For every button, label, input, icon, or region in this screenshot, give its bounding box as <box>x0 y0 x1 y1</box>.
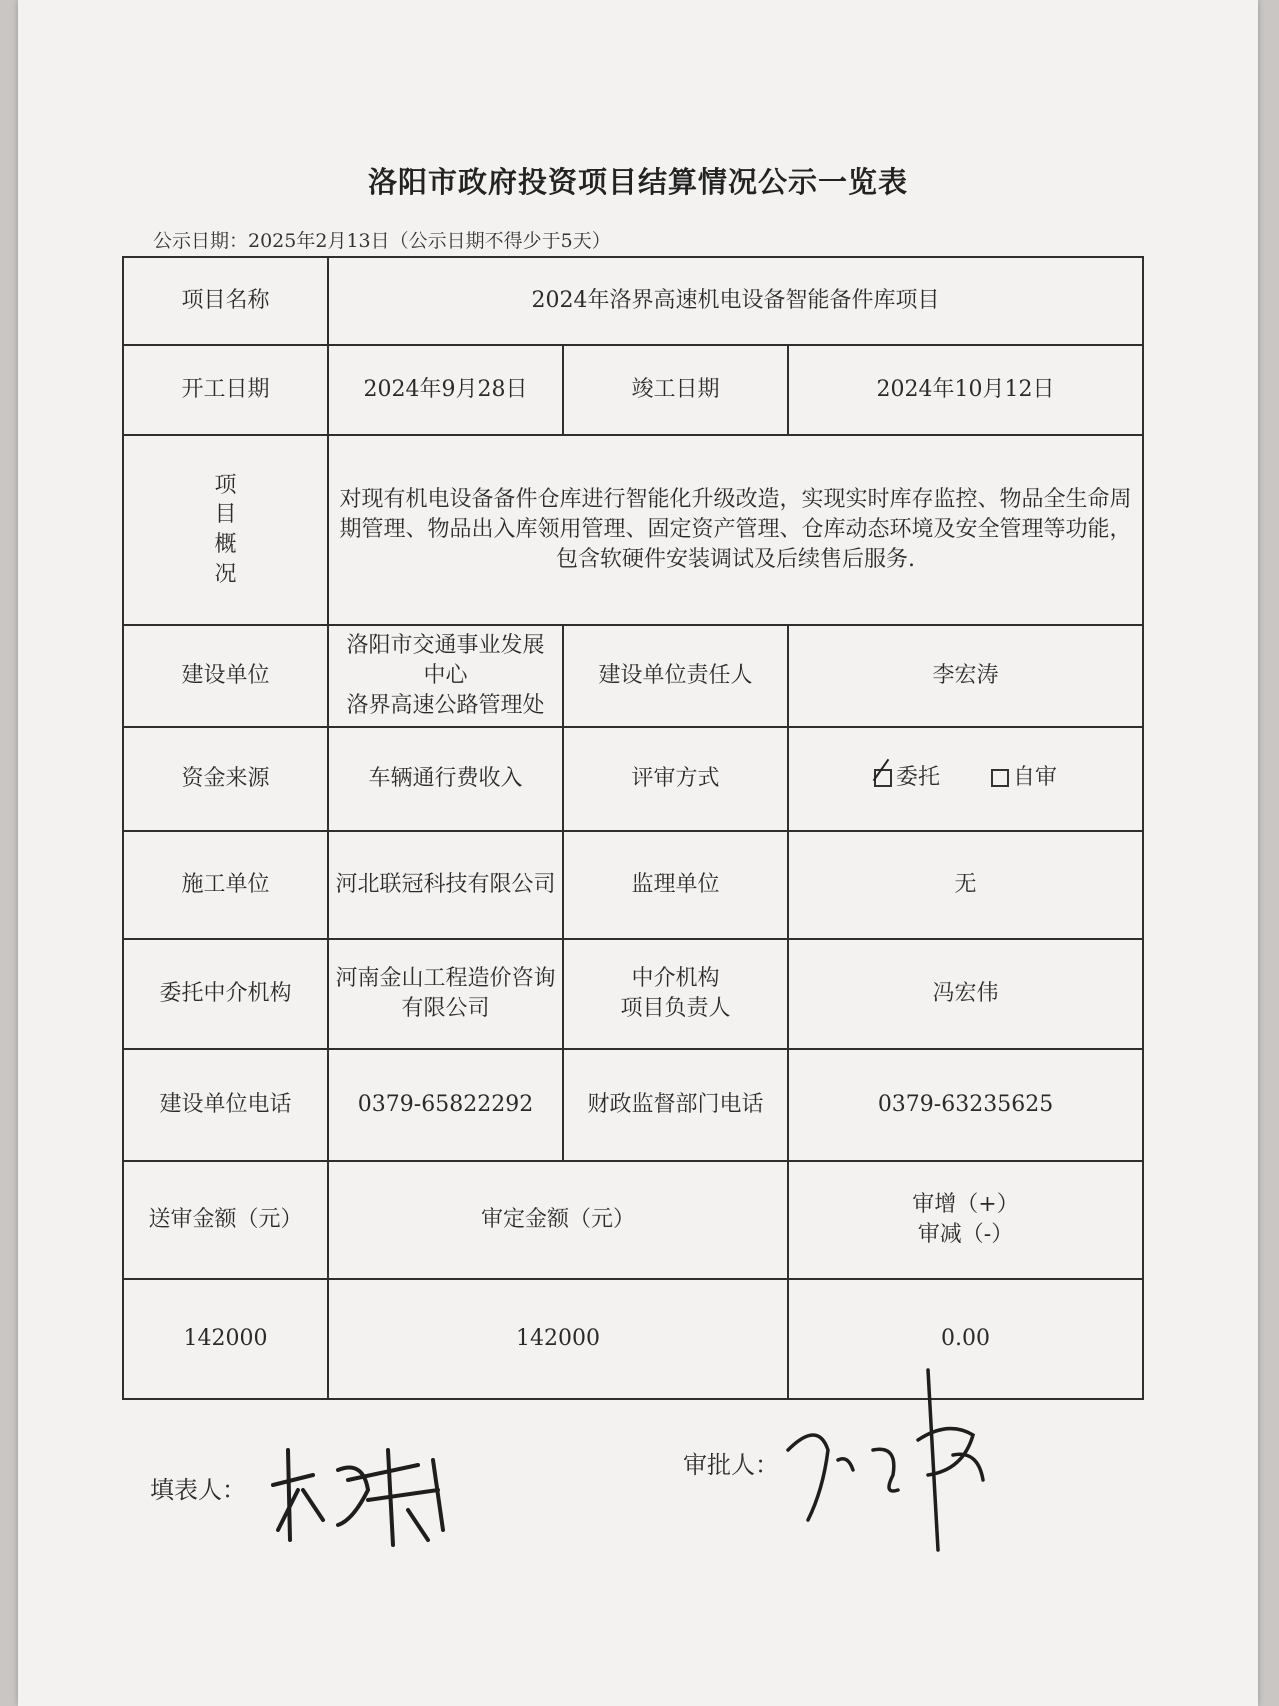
agency-person-label: 中介机构 项目负责人 <box>563 939 788 1049</box>
row-dates <box>123 345 1143 435</box>
empty-checkbox-icon <box>991 769 1009 787</box>
document-sheet <box>18 0 1258 1706</box>
document-title: 洛阳市政府投资项目结算情况公示一览表 <box>367 165 908 199</box>
filler-signature <box>268 1430 468 1560</box>
agency-label: 委托中介机构 <box>123 939 328 1049</box>
checked-checkbox-icon <box>874 769 892 787</box>
start-date-label: 开工日期 <box>123 345 328 435</box>
agency-person-value: 冯宏伟 <box>788 939 1143 1049</box>
review-option-self: 自审 <box>991 763 1057 793</box>
row-builder <box>123 625 1143 727</box>
project-name-label: 项目名称 <box>123 257 328 345</box>
row-agency <box>123 939 1143 1049</box>
row-overview <box>123 435 1143 625</box>
builder-phone-label: 建设单位电话 <box>123 1049 328 1161</box>
submitted-amount-label: 送审金额（元） <box>123 1161 328 1279</box>
contractor-label: 施工单位 <box>123 831 328 939</box>
project-name-value: 2024年洛界高速机电设备智能备件库项目 <box>328 257 1143 345</box>
change-amount-value: 0.00 <box>788 1279 1143 1399</box>
review-option-entrust: 委托 <box>874 763 940 793</box>
builder-person-label: 建设单位责任人 <box>563 625 788 727</box>
row-contractor <box>123 831 1143 939</box>
supervisor-label: 监理单位 <box>563 831 788 939</box>
filler-label: 填表人： <box>150 1476 246 1504</box>
finance-phone-label: 财政监督部门电话 <box>563 1049 788 1161</box>
approver-signature <box>778 1360 1008 1560</box>
row-amount-headers <box>123 1161 1143 1279</box>
publish-date-line: 公示日期：2025年2月13日（公示日期不得少于5天） <box>153 230 611 252</box>
end-date-label: 竣工日期 <box>563 345 788 435</box>
fund-label: 资金来源 <box>123 727 328 831</box>
approved-amount-value: 142000 <box>328 1279 788 1399</box>
supervisor-value: 无 <box>788 831 1143 939</box>
settlement-table <box>122 256 1144 1400</box>
row-fund <box>123 727 1143 831</box>
row-project-name <box>123 257 1143 345</box>
overview-text: 对现有机电设备备件仓库进行智能化升级改造，实现实时库存监控、物品全生命周期管理、物品出入库领用管理、固定资产管理、仓库动态环境及安全管理等功能，包含软硬件安装调试及后续售后服务. <box>328 435 1143 625</box>
review-method-options <box>788 727 1143 831</box>
builder-phone-value: 0379-65822292 <box>328 1049 563 1161</box>
builder-label: 建设单位 <box>123 625 328 727</box>
fund-value: 车辆通行费收入 <box>328 727 563 831</box>
row-phones <box>123 1049 1143 1161</box>
change-label: 审增（+） 审减（-） <box>788 1161 1143 1279</box>
agency-value: 河南金山工程造价咨询有限公司 <box>328 939 563 1049</box>
end-date-value: 2024年10月12日 <box>788 345 1143 435</box>
finance-phone-value: 0379-63235625 <box>788 1049 1143 1161</box>
submitted-amount-value: 142000 <box>123 1279 328 1399</box>
approved-amount-label: 审定金额（元） <box>328 1161 788 1279</box>
start-date-value: 2024年9月28日 <box>328 345 563 435</box>
builder-person-value: 李宏涛 <box>788 625 1143 727</box>
overview-label: 项 目 概 况 <box>123 435 328 625</box>
builder-value: 洛阳市交通事业发展 中心 洛界高速公路管理处 <box>328 625 563 727</box>
contractor-value: 河北联冠科技有限公司 <box>328 831 563 939</box>
review-method-label: 评审方式 <box>563 727 788 831</box>
approver-label: 审批人： <box>683 1451 779 1479</box>
